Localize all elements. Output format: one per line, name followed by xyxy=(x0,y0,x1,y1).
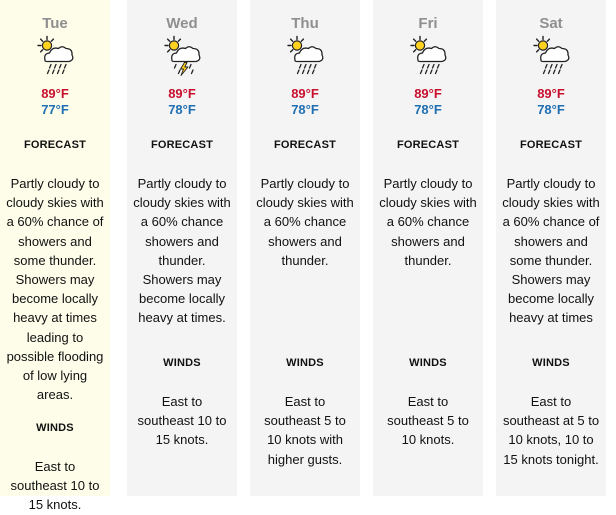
day-name: Wed xyxy=(166,15,198,32)
winds-text: East to southeast 5 to 10 knots. xyxy=(387,394,469,448)
low-temperature: 78°F xyxy=(291,102,319,117)
winds-text: East to southeast at 5 to 10 knots, 10 to 15 knots tonight. xyxy=(502,394,600,467)
day-name: Sat xyxy=(539,15,563,32)
day-name: Tue xyxy=(42,15,68,32)
partly-cloudy-showers-icon xyxy=(531,35,571,77)
partly-cloudy-showers-icon xyxy=(285,35,325,77)
winds-text: East to southeast 10 to 15 knots. xyxy=(137,394,227,448)
forecast-text: Partly cloudy to cloudy skies with a 60% chance showers and thunder. Showers may become locally heavy at times. xyxy=(133,176,231,326)
low-temperature: 78°F xyxy=(168,102,196,117)
day-column-wed xyxy=(127,0,237,496)
winds-text: East to southeast 5 to 10 knots with higher gusts. xyxy=(264,394,346,467)
partly-cloudy-showers-icon xyxy=(35,35,75,77)
forecast-text: Partly cloudy to cloudy skies with a 60% chance showers and thunder. xyxy=(256,176,354,268)
partly-cloudy-showers-icon xyxy=(408,35,448,77)
forecast-heading: FORECAST xyxy=(396,139,460,151)
winds-heading: WINDS xyxy=(286,357,324,369)
high-temperature: 89°F xyxy=(291,86,319,101)
winds-heading: WINDS xyxy=(532,357,570,369)
forecast-heading: FORECAST xyxy=(273,139,337,151)
day-name: Fri xyxy=(418,15,438,32)
forecast-text: Partly cloudy to cloudy skies with a 60% chance of showers and some thunder. Showers may become locally heavy at times leading to possible flooding of low lying areas. xyxy=(6,176,104,403)
thunderstorm-showers-icon xyxy=(162,35,202,77)
day-column-thu xyxy=(250,0,360,496)
day-column-sat xyxy=(496,0,606,496)
winds-heading: WINDS xyxy=(36,422,74,434)
high-temperature: 89°F xyxy=(537,86,565,101)
winds-text: East to southeast 10 to 15 knots. xyxy=(10,459,100,513)
forecast-text: Partly cloudy to cloudy skies with a 60% chance showers and thunder. xyxy=(379,176,477,268)
day-column-fri xyxy=(373,0,483,496)
forecast-heading: FORECAST xyxy=(519,139,583,151)
day-column-tue xyxy=(0,0,110,513)
low-temperature: 77°F xyxy=(41,102,69,117)
day-name: Thu xyxy=(291,15,319,32)
high-temperature: 89°F xyxy=(414,86,442,101)
low-temperature: 78°F xyxy=(414,102,442,117)
winds-heading: WINDS xyxy=(409,357,447,369)
high-temperature: 89°F xyxy=(168,86,196,101)
forecast-heading: FORECAST xyxy=(150,139,214,151)
low-temperature: 78°F xyxy=(537,102,565,117)
forecast-text: Partly cloudy to cloudy skies with a 60% chance of showers and some thunder. Showers may become locally heavy at times xyxy=(502,176,600,326)
forecast-heading: FORECAST xyxy=(23,139,87,151)
winds-heading: WINDS xyxy=(163,357,201,369)
high-temperature: 89°F xyxy=(41,86,69,101)
